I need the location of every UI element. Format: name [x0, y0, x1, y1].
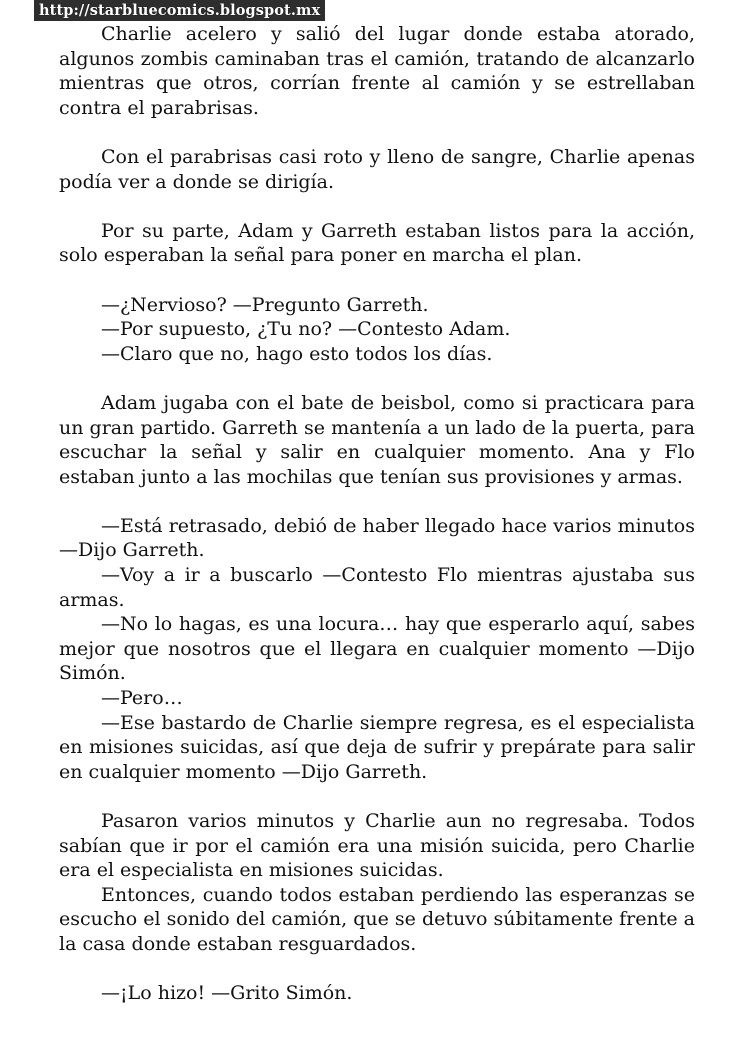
paragraph-4: Adam jugaba con el bate de beisbol, como si practicara para un gran partido. Garreth se mantenía a un lado de la puerta, para escuchar la señal y salir en cualquier momento. Ana y Flo estaban junto a las mochilas que tenían sus provisiones y armas. [59, 391, 695, 488]
dialogue-block-1 [59, 293, 695, 367]
page-text [59, 22, 695, 1006]
paragraph-6a: Pasaron varios minutos y Charlie aun no regresaba. Todos sabían que ir por el camión era una misión suicida, pero Charlie era el especialista en misiones suicidas. [59, 810, 695, 882]
paragraph-2: Con el parabrisas casi roto y lleno de sangre, Charlie apenas podía ver a donde se dirigía. [59, 145, 695, 193]
paragraph-6b: Entonces, cuando todos estaban perdiendo las esperanzas se escucho el sonido del camión, que se detuvo súbitamente frente a la casa donde estaban resguardados. [59, 883, 695, 955]
dialogue-line: —Voy a ir a buscarlo —Contesto Flo mientras ajustaba sus armas. [59, 564, 695, 611]
dialogue-line: —Pero… [101, 687, 183, 710]
dialogue-line: —Por supuesto, ¿Tu no? —Contesto Adam. [101, 318, 511, 341]
dialogue-block-2 [59, 514, 695, 785]
dialogue-line: —Está retrasado, debió de haber llegado hace varios minutos —Dijo Garreth. [59, 514, 695, 562]
dialogue-line: —Claro que no, hago esto todos los días. [101, 342, 493, 365]
dialogue-line: —Ese bastardo de Charlie siempre regresa, es el especialista en misiones suicidas, así que deja de sufrir y prepárate para salir en cualquier momento —Dijo Garreth. [59, 711, 695, 783]
paragraph-block-6 [59, 809, 695, 957]
paragraph-1: Charlie acelero y salió del lugar donde estaba atorado, algunos zombis caminaban tras el camión, tratando de alcanzarlo mientras que otros, corrían frente al camión y se estrellaban contra el parabrisas. [59, 23, 695, 119]
closing-line: —¡Lo hizo! —Grito Simón. [101, 982, 353, 1005]
dialogue-line: —No lo hagas, es una locura… hay que esperarlo aquí, sabes mejor que nosotros que el llegara en cualquier momento —Dijo Simón. [59, 613, 695, 685]
watermark-url: http://starbluecomics.blogspot.mx [34, 0, 325, 21]
paragraph-3: Por su parte, Adam y Garreth estaban listos para la acción, solo esperaban la señal para poner en marcha el plan. [59, 219, 695, 267]
dialogue-line: —¿Nervioso? —Pregunto Garreth. [101, 293, 429, 316]
